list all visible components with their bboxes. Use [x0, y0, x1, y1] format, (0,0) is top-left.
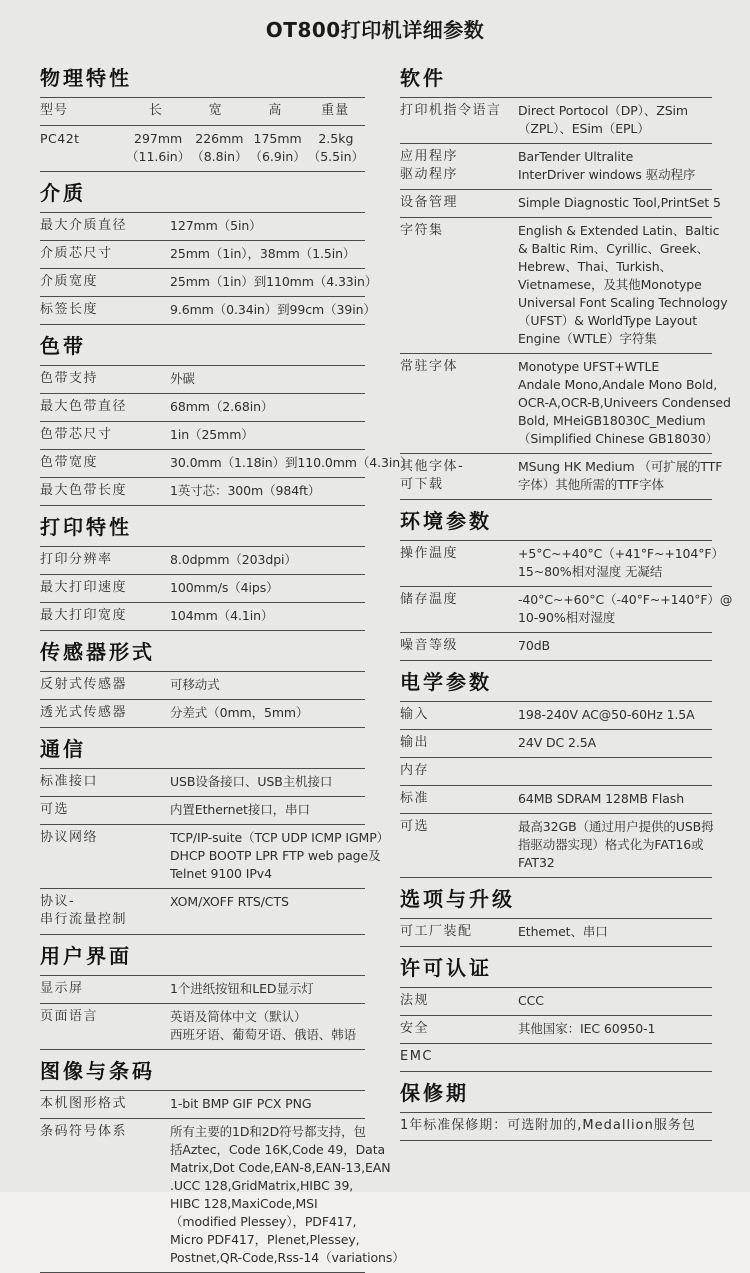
section-imaging-barcodes: [40, 1058, 405, 1273]
spec-value: [518, 1048, 712, 1066]
spec-label: [400, 1048, 518, 1066]
spec-row: [40, 477, 365, 505]
spec-row: [40, 365, 365, 393]
text-line: XOM/XOFF RTS/CTS: [170, 893, 289, 909]
text-line: 104mm（4.1in）: [170, 607, 274, 623]
text-line: BarTender Ultralite: [518, 149, 634, 164]
text-line: 色带芯尺寸: [40, 426, 113, 442]
spec-row: [40, 212, 365, 240]
spec-row: [40, 296, 376, 324]
spec-row: [40, 699, 365, 727]
spec-row: [40, 546, 365, 574]
spec-label: [40, 370, 170, 388]
spec-label: [40, 801, 170, 819]
table-cell: [307, 130, 365, 166]
section-heading-sensor: 传感器形式: [40, 639, 155, 664]
spec-value: [518, 790, 712, 808]
spec-value: [518, 358, 731, 448]
spec-label: [40, 980, 170, 998]
spec-value: [170, 829, 389, 883]
spec-label: [40, 1008, 170, 1044]
spec-value: [170, 1123, 405, 1267]
text-line: 外碳: [170, 370, 195, 386]
spec-label: [400, 194, 518, 212]
spec-value: [170, 801, 365, 819]
section-warranty: [400, 1081, 712, 1141]
text-line: 最大色带直径: [40, 398, 128, 414]
text-line: +5°C~+40°C（+41°F~+104°F）: [518, 546, 724, 561]
spec-label: [40, 454, 170, 472]
text-line: 条码符号体系: [40, 1123, 128, 1139]
spec-row: [40, 888, 365, 934]
spec-value: [518, 545, 724, 581]
spec-table: [40, 212, 378, 325]
text-line: Direct Portocol（DP）、ZSim: [518, 103, 688, 118]
text-line: 25mm（1in）到110mm（4.33in）: [170, 273, 378, 289]
text-line: InterDriver windows 驱动程序: [518, 167, 696, 182]
spec-value: [170, 398, 365, 416]
text-line: 安全: [400, 1021, 430, 1036]
table-header-row: [40, 97, 365, 125]
spec-label: [400, 358, 518, 448]
text-line: （modified Plessey），PDF417,: [170, 1213, 357, 1229]
spec-row: [40, 768, 365, 796]
text-line: 可选: [40, 801, 70, 817]
text-line: 其他国家：IEC 60950-1: [518, 1021, 656, 1036]
text-line: 1英寸芯：300m（984ft）: [170, 482, 321, 498]
text-line: 1in（25mm）: [170, 426, 254, 442]
text-line: 页面语言: [40, 1008, 99, 1024]
spec-value: [518, 102, 712, 138]
text-line: 分差式（0mm，5mm）: [170, 704, 309, 720]
spec-row: [40, 393, 365, 421]
column-header: 宽: [208, 103, 223, 118]
spec-row: [400, 189, 721, 217]
spec-row: [400, 918, 712, 946]
text-line: Simple Diagnostic Tool,PrintSet 5: [518, 195, 721, 210]
text-line: 68mm（2.68in）: [170, 398, 274, 414]
section-options-upgrades: [400, 887, 712, 947]
spec-label: [400, 591, 518, 627]
spec-table: [40, 546, 365, 631]
text-line: 最高32GB（通过用户提供的USB拇: [518, 819, 714, 834]
text-line: 括Aztec，Code 16K,Code 49，Data: [170, 1141, 386, 1157]
spec-label: [40, 551, 170, 569]
spec-row: [40, 975, 365, 1003]
spec-label: [40, 217, 170, 235]
spec-row: [40, 574, 365, 602]
spec-row: [400, 1015, 712, 1043]
table-cell: [126, 130, 190, 166]
spec-value: [170, 301, 376, 319]
spec-value: [518, 706, 712, 724]
text-line: 驱动程序: [400, 166, 459, 182]
spec-row: [40, 240, 365, 268]
text-line: Monotype UFST+WTLE: [518, 359, 660, 374]
spec-row: [400, 757, 712, 785]
section-heading-environment: 环境参数: [400, 509, 492, 533]
text-line: 字符集: [400, 223, 444, 238]
text-line: .UCC 128,GridMatrix,HIBC 39,: [170, 1177, 354, 1193]
section-heading-media: 介质: [40, 180, 86, 205]
text-line: 9.6mm（0.34in）到99cm（39in）: [170, 301, 376, 317]
spec-table: [40, 671, 365, 728]
section-software: [400, 66, 731, 500]
spec-label: [400, 637, 518, 655]
text-line: OCR-A,OCR-B,Univeers Condensed: [518, 395, 731, 410]
section-heading-electrical: 电学参数: [400, 670, 492, 694]
spec-row: [40, 1090, 365, 1118]
spec-row: [40, 796, 365, 824]
text-line: Andale Mono,Andale Mono Bold,: [518, 377, 718, 392]
text-line: （ZPL）、ESim（EPL）: [518, 121, 650, 136]
spec-label: [400, 148, 518, 184]
text-line: USB设备接口、USB主机接口: [170, 773, 333, 789]
text-line: Postnet,QR-Code,Rss-14（variations）: [170, 1249, 405, 1265]
spec-value: [170, 551, 365, 569]
spec-row: [400, 97, 712, 143]
spec-table: [400, 987, 712, 1072]
spec-label: [400, 992, 518, 1010]
spec-row: [400, 701, 712, 729]
text-line: 设备管理: [400, 195, 459, 210]
text-line: CCC: [518, 993, 544, 1008]
spec-table: [40, 768, 390, 935]
section-user-interface: [40, 944, 365, 1050]
spec-table: [40, 1090, 405, 1273]
spec-label: [40, 579, 170, 597]
text-line: 最大打印宽度: [40, 607, 128, 623]
text-line: PC42t: [40, 131, 80, 147]
text-line: 色带宽度: [40, 454, 99, 470]
spec-row: [40, 602, 365, 630]
section-printing: [40, 515, 365, 631]
text-line: 显示屏: [40, 980, 84, 996]
spec-label: [400, 458, 518, 494]
spec-label: [40, 607, 170, 625]
spec-row: [40, 268, 378, 296]
section-heading-warranty: 保修期: [400, 1081, 469, 1105]
spec-row: [40, 1118, 405, 1272]
text-line: 噪音等级: [400, 638, 459, 653]
spec-value: [170, 1008, 365, 1044]
spec-row: [400, 632, 712, 660]
text-line: 串行流量控制: [40, 911, 128, 927]
spec-value: [170, 217, 365, 235]
text-line: 透光式传感器: [40, 704, 128, 720]
spec-label: [40, 245, 170, 263]
section-certification: [400, 956, 712, 1072]
text-line: 297mm: [134, 131, 183, 147]
spec-table: [40, 975, 365, 1050]
section-media: [40, 180, 378, 325]
section-heading-physical: 物理特性: [40, 66, 132, 90]
spec-row: [400, 785, 712, 813]
spec-row: [400, 143, 712, 189]
text-line: 25mm（1in），38mm（1.5in）: [170, 245, 356, 261]
spec-row: [40, 824, 390, 888]
spec-label: [400, 222, 518, 348]
section-environment: [400, 509, 733, 661]
spec-value: [518, 992, 712, 1010]
text-line: 其他字体-: [400, 459, 465, 474]
spec-value: [518, 762, 712, 780]
text-line: 24V DC 2.5A: [518, 735, 597, 750]
text-line: Hebrew、Thai、Turkish、: [518, 259, 672, 274]
spec-value: [170, 273, 377, 291]
spec-label: [400, 762, 518, 780]
text-line: 指驱动器实现）格式化为FAT16或: [518, 837, 704, 852]
text-line: Engine（WTLE）字符集: [518, 331, 657, 346]
text-line: 协议网络: [40, 829, 99, 845]
spec-label: [400, 102, 518, 138]
text-line: 内置Ethernet接口，串口: [170, 801, 310, 817]
text-line: TCP/IP-suite（TCP UDP ICMP IGMP）: [170, 829, 390, 845]
spec-value: [518, 458, 722, 494]
spec-value: [518, 923, 712, 941]
text-line: 175mm: [253, 131, 302, 147]
spec-value: [518, 222, 728, 348]
text-line: （8.8in）: [191, 149, 248, 165]
columns-wrapper: [40, 57, 733, 1273]
spec-label: [40, 482, 170, 500]
table-cell: [248, 130, 306, 166]
spec-value: [170, 482, 365, 500]
section-heading-communication: 通信: [40, 736, 86, 761]
text-line: 协议-: [40, 893, 76, 909]
table-data-row: [40, 125, 365, 171]
spec-value: [170, 1095, 365, 1113]
spec-value: [518, 148, 712, 184]
text-line: 所有主要的1D和2D符号都支持，包: [170, 1123, 366, 1139]
spec-label: [40, 1095, 170, 1113]
section-communication: [40, 736, 390, 935]
spec-label: [40, 398, 170, 416]
text-line: 可下载: [400, 476, 444, 492]
text-line: 英语及简体中文（默认）: [170, 1008, 307, 1024]
spec-row: [40, 1003, 365, 1049]
text-line: 法规: [400, 993, 430, 1008]
spec-label: [400, 706, 518, 724]
text-line: 介质芯尺寸: [40, 245, 113, 261]
spec-row: 1年标准保修期：可选附加的,Medallion服务包: [400, 1112, 712, 1140]
spec-row: [400, 729, 712, 757]
text-line: 100mm/s（4ips）: [170, 579, 279, 595]
text-line: Matrix,Dot Code,EAN-8,EAN-13,EAN: [170, 1159, 391, 1175]
text-line: 介质宽度: [40, 273, 99, 289]
spec-row: [400, 813, 712, 877]
section-electrical: [400, 670, 712, 878]
text-line: （Simplified Chinese GB18030）: [518, 431, 719, 446]
spec-label: [40, 426, 170, 444]
spec-value: [518, 591, 732, 627]
text-line: Micro PDF417，Plenet,Plessey,: [170, 1231, 360, 1247]
text-line: 最大介质直径: [40, 217, 128, 233]
column-header: 长: [148, 103, 163, 118]
spec-label: [40, 893, 170, 929]
text-line: HIBC 128,MaxiCode,MSI: [170, 1195, 318, 1211]
text-line: 输入: [400, 707, 430, 722]
text-line: 常驻字体: [400, 359, 459, 374]
text-line: 10-90%相对湿度: [518, 610, 616, 625]
spec-label: [40, 829, 170, 883]
spec-row: [40, 449, 413, 477]
spec-table: [400, 701, 712, 878]
text-line: 内存: [400, 763, 430, 778]
text-line: （6.9in）: [249, 149, 306, 165]
text-line: 2.5kg: [318, 131, 354, 147]
spec-table: [400, 1112, 712, 1141]
spec-value: [170, 245, 365, 263]
spec-value: [170, 426, 365, 444]
text-line: （11.6in）: [126, 149, 191, 165]
spec-label: [400, 818, 518, 872]
text-line: MSung HK Medium （可扩展的TTF: [518, 459, 723, 474]
spec-label: [40, 704, 170, 722]
text-line: EMC: [400, 1049, 434, 1064]
section-heading-user-interface: 用户界面: [40, 943, 132, 968]
text-line: 198-240V AC@50-60Hz 1.5A: [518, 707, 695, 722]
table-cell: [190, 130, 248, 166]
spec-row: [400, 453, 723, 499]
text-line: 标签长度: [40, 301, 99, 317]
column-header: 重量: [321, 103, 350, 118]
text-line: 127mm（5in）: [170, 217, 262, 233]
section-heading-printing: 打印特性: [40, 514, 132, 539]
section-heading-certification: 许可认证: [400, 956, 492, 980]
spec-table: [400, 97, 731, 500]
text-line: 西班牙语、葡萄牙语、俄语、韩语: [170, 1026, 357, 1042]
spec-row: [400, 540, 724, 586]
text-line: 标准: [400, 791, 430, 806]
section-heading-software: 软件: [400, 66, 446, 90]
spec-value: [170, 704, 365, 722]
right-column: [400, 57, 733, 1273]
text-line: FAT32: [518, 855, 555, 870]
text-line: 操作温度: [400, 546, 459, 561]
text-line: & Baltic Rim、Cyrillic、Greek、: [518, 241, 709, 256]
spec-label: [400, 734, 518, 752]
section-sensor: [40, 640, 365, 728]
text-line: （5.5in）: [307, 149, 364, 165]
spec-table: [400, 540, 733, 661]
spec-value: [170, 676, 365, 694]
section-heading-imaging-barcodes: 图像与条码: [40, 1058, 155, 1083]
text-line: Bold, MHeiGB18030C_Medium: [518, 413, 706, 428]
text-line: 可工厂装配: [400, 924, 473, 939]
spec-row: [40, 421, 365, 449]
spec-label: [400, 923, 518, 941]
text-line: 标准接口: [40, 773, 99, 789]
text-line: 1-bit BMP GIF PCX PNG: [170, 1095, 312, 1111]
text-line: 30.0mm（1.18in）到110.0mm（4.3in）: [170, 454, 413, 470]
spec-value: [518, 637, 712, 655]
spec-row: [400, 586, 733, 632]
section-heading-options-upgrades: 选项与升级: [400, 887, 515, 911]
spec-value: [170, 893, 365, 929]
spec-value: [518, 818, 714, 872]
left-column: [40, 57, 413, 1273]
text-line: Vietnamese，及其他Monotype: [518, 277, 702, 292]
spec-label: [400, 1020, 518, 1038]
text-line: 本机图形格式: [40, 1095, 128, 1111]
text-line: 字体）其他所需的TTF字体: [518, 477, 664, 492]
spec-table: [40, 365, 413, 506]
spec-row: [400, 217, 728, 353]
spec-value: [170, 980, 365, 998]
spec-label: [400, 545, 518, 581]
spec-label: [40, 676, 170, 694]
physical-table: [40, 97, 365, 172]
text-line: 64MB SDRAM 128MB Flash: [518, 791, 685, 806]
spec-label: [40, 301, 170, 319]
text-line: 可移动式: [170, 676, 220, 692]
column-header: 高: [268, 103, 283, 118]
spec-value: [518, 734, 712, 752]
text-line: 226mm: [195, 131, 244, 147]
text-line: （UFST）& WorldType Layout: [518, 313, 698, 328]
text-line: 储存温度: [400, 592, 459, 607]
spec-label: [400, 790, 518, 808]
text-line: DHCP BOOTP LPR FTP web page及: [170, 847, 381, 863]
spec-value: [170, 579, 365, 597]
spec-value: [518, 1020, 712, 1038]
spec-row: [400, 987, 712, 1015]
text-line: 1个进纸按钮和LED显示灯: [170, 980, 314, 996]
text-line: Ethemet、串口: [518, 924, 608, 939]
text-line: 色带支持: [40, 370, 99, 386]
spec-row: [40, 671, 365, 699]
spec-label: [40, 1123, 170, 1267]
text-line: 70dB: [518, 638, 551, 653]
section-physical: [40, 66, 365, 172]
text-line: 最大色带长度: [40, 482, 128, 498]
page-title: OT800打印机详细参数: [265, 18, 485, 42]
section-ribbon: [40, 333, 413, 506]
spec-label: [40, 273, 170, 291]
spec-row: [400, 353, 731, 453]
text-line: 打印分辨率: [40, 551, 113, 567]
text-line: 15~80%相对湿度 无凝结: [518, 564, 663, 579]
spec-value: [170, 773, 365, 791]
section-heading-ribbon: 色带: [40, 333, 86, 358]
spec-value: [518, 194, 721, 212]
spec-value: [170, 607, 365, 625]
spec-row: [400, 1043, 712, 1071]
text-line: Universal Font Scaling Technology: [518, 295, 728, 310]
spec-table: [400, 918, 712, 947]
text-line: 反射式传感器: [40, 676, 128, 692]
text-line: 8.0dpmm（203dpi）: [170, 551, 297, 567]
text-line: -40°C~+60°C（-40°F~+140°F）@: [518, 592, 733, 607]
text-line: 应用程序: [400, 149, 459, 164]
spec-label: [40, 773, 170, 791]
column-header: 型号: [40, 103, 69, 118]
text-line: 可选: [400, 819, 430, 834]
text-line: 打印机指令语言: [400, 103, 502, 118]
table-cell: [40, 130, 126, 166]
text-line: Telnet 9100 IPv4: [170, 865, 272, 881]
spec-value: [170, 454, 412, 472]
text-line: English & Extended Latin、Baltic: [518, 223, 720, 238]
text-line: 输出: [400, 735, 430, 750]
spec-value: [170, 370, 365, 388]
text-line: 最大打印速度: [40, 579, 128, 595]
